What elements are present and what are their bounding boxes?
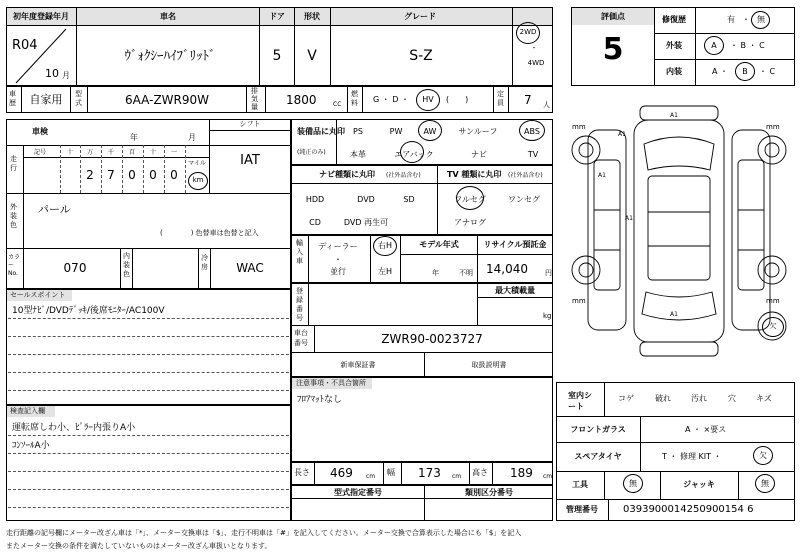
interior-value: B xyxy=(742,67,748,76)
selling-label: セールスポイント xyxy=(10,291,66,299)
interior-label: 内装 xyxy=(666,67,682,76)
damage-mark: A1 xyxy=(670,112,678,119)
import-label: 輸入車 xyxy=(296,239,303,265)
navi-dvd-play: DVD 再生可 xyxy=(343,218,389,227)
reg-era: R04 xyxy=(12,38,38,53)
shift-value: IAT xyxy=(240,153,260,168)
mileage-digit: 0 xyxy=(149,168,157,182)
repair-value: 無 xyxy=(757,15,765,24)
displacement-value: 1800 xyxy=(286,93,317,107)
mileage-digit: 2 xyxy=(86,168,94,182)
manual-label: 取扱説明書 xyxy=(471,361,507,369)
width-label: 幅 xyxy=(387,468,395,477)
km-unit: km xyxy=(192,176,204,184)
car-name-label: 車名 xyxy=(160,12,176,21)
navi-title: ナビ種類に丸印 xyxy=(319,170,375,179)
equip-airbag: エアバック xyxy=(394,150,434,159)
tools-value: 無 xyxy=(629,479,637,488)
spare-value: 欠 xyxy=(759,451,767,460)
class-number-label: 類別区分番号 xyxy=(465,488,513,497)
model-label: 型式 xyxy=(75,90,82,107)
ac-value: WAC xyxy=(236,261,264,275)
windshield-label: フロントガラス xyxy=(570,425,626,434)
seat-tear: 破れ xyxy=(655,394,671,403)
recycle-value: 14,040 xyxy=(486,262,528,276)
inspector-line2: ｺﾝｿｰﾙA小 xyxy=(12,441,50,451)
spec-row xyxy=(6,86,553,113)
interior-seat-label: 室内シート xyxy=(568,391,592,411)
footer-note-2: またメーター交換の条件を満たしていないものはメーター改ざん車扱いとなります。 xyxy=(6,542,272,550)
length-value: 469 xyxy=(330,466,353,480)
month-unit: 月 xyxy=(62,71,70,80)
shift-label: シフト xyxy=(239,120,261,128)
color-value: パール xyxy=(38,203,71,216)
management-label: 管理番号 xyxy=(566,505,598,514)
color-note: ( ) 色替車は色替と記入 xyxy=(160,229,259,237)
model-year-unknown: 不明 xyxy=(459,269,473,277)
use-label: 車歴 xyxy=(9,90,16,107)
capacity-label: 定員 xyxy=(497,90,504,107)
car-name: ｳﾞｫｸｼｰﾊｲﾌﾞﾘｯﾄﾞ xyxy=(124,49,216,64)
reg-year-label: 初年度登録年月 xyxy=(13,12,69,21)
equip-sunroof: サンルーフ xyxy=(458,127,498,136)
seat-burn: コゲ xyxy=(618,394,634,403)
max-load-label: 最大積載量 xyxy=(495,286,535,295)
shape-label: 形状 xyxy=(304,12,320,21)
equip-aw: AW xyxy=(423,127,437,136)
windshield-value: A ・ ×要ス xyxy=(685,425,727,434)
type-class-block xyxy=(291,485,553,521)
notes-text: ﾌﾛｱﾏｯﾄなし xyxy=(297,395,343,405)
mileage-label: 走行 xyxy=(10,155,17,172)
grade-value: S-Z xyxy=(409,48,433,64)
ac-label: 冷房 xyxy=(201,254,208,271)
reg-month: 10 xyxy=(45,67,59,80)
score-value: 5 xyxy=(602,32,624,67)
left-hand: 左H xyxy=(377,267,393,276)
right-hand: 右H xyxy=(377,241,393,250)
management-number: 0393900014250900154 6 xyxy=(623,504,754,515)
length-label: 長さ xyxy=(294,468,310,477)
equip-pw: PW xyxy=(389,127,403,136)
displacement-label: 排気量 xyxy=(251,87,258,111)
seat-stain: 汚れ xyxy=(691,394,707,403)
selling-text: 10型ﾅﾋﾞ/DVDﾃﾞｯｷ/後席ﾓﾆﾀｰ/AC100V xyxy=(12,306,165,316)
damage-mark: A1 xyxy=(625,215,633,222)
mileage-digit: 7 xyxy=(107,168,115,182)
tv-fullseg: フルセグ xyxy=(454,195,486,204)
spare-tire-label: スペアタイヤ xyxy=(574,452,622,461)
score-label: 評価点 xyxy=(601,12,625,21)
interior-color-label: 内装色 xyxy=(123,252,130,278)
tv-analog: アナログ xyxy=(454,218,486,227)
car-diagram xyxy=(560,100,796,380)
chassis-label: 車台番号 xyxy=(294,329,308,347)
exterior-value: A xyxy=(711,41,717,50)
footer-note-1: 走行距離の記号欄にメーター改ざん車は「*」、メーター交換車は「$」、走行不明車は「#」を記入してください。メーター交換で合算表示した場合にも「$」を記入 xyxy=(6,529,522,537)
equip-abs: ABS xyxy=(524,127,540,136)
fuel-label: 燃料 xyxy=(351,90,358,107)
chassis-number: ZWR90-0023727 xyxy=(381,332,483,346)
color-code-label: カラーNo. xyxy=(8,254,21,277)
tv-oneseg: ワンセグ xyxy=(508,195,540,204)
grade-label: グレード xyxy=(404,12,436,21)
navi-sd: SD xyxy=(403,195,415,204)
type-number-label: 型式指定番号 xyxy=(334,488,382,497)
width-value: 173 xyxy=(418,466,441,480)
mileage-digit: 0 xyxy=(170,168,178,182)
damage-mark: A1 xyxy=(670,311,678,318)
warranty-label: 新車保証書 xyxy=(340,361,376,369)
drive-4wd: 4WD xyxy=(527,59,545,67)
model-year-label: モデル年式 xyxy=(419,240,459,249)
registration-label: 登録番号 xyxy=(296,287,303,322)
navi-cd: CD xyxy=(309,218,321,227)
fuel-options: G ・ D ・ xyxy=(373,95,409,104)
jack-label: ジャッキ xyxy=(683,480,715,489)
height-value: 189 xyxy=(510,466,533,480)
model-value: 6AA-ZWR90W xyxy=(124,93,210,107)
shape-value: V xyxy=(307,48,317,64)
notes-block xyxy=(291,377,553,462)
use-value: 自家用 xyxy=(29,93,63,106)
seat-scratch: キズ xyxy=(756,394,772,403)
height-label: 高さ xyxy=(472,468,488,477)
repair-label: 修復歴 xyxy=(662,15,686,24)
inspector-line1: 運転席しわ小、ﾋﾟﾗｰ内張りA小 xyxy=(12,423,136,433)
color-code: 070 xyxy=(63,261,87,275)
navi-dvd: DVD xyxy=(357,195,375,204)
equip-ps: PS xyxy=(353,127,363,136)
tv-title: TV 種類に丸印 xyxy=(447,170,502,179)
recycle-label: リサイクル預託金 xyxy=(483,240,547,249)
equip-tv: TV xyxy=(527,150,539,159)
damage-mark: A1 xyxy=(598,172,606,179)
import-parallel: 並行 xyxy=(330,267,346,276)
fuel-selected: HV xyxy=(422,95,434,104)
capacity-value: 7 xyxy=(524,93,532,107)
equipment-label: 装備品に丸印 xyxy=(297,127,345,136)
notes-label: 注意事項・不具合箇所 xyxy=(296,379,366,387)
exterior-label: 外装 xyxy=(666,41,682,50)
navi-hdd: HDD xyxy=(305,195,325,204)
door-count: 5 xyxy=(272,48,282,64)
mileage-digit: 0 xyxy=(128,168,136,182)
equip-navi: ナビ xyxy=(471,150,487,159)
defect-mark: 欠 xyxy=(769,322,777,330)
door-label: ドア xyxy=(269,12,285,21)
tools-label: 工具 xyxy=(572,480,588,489)
equip-leather: 本革 xyxy=(350,150,366,159)
seat-hole: 穴 xyxy=(728,394,736,403)
inspection-label: 車検 xyxy=(32,127,48,136)
drive-2wd: 2WD xyxy=(519,28,537,36)
import-dealer: ディーラー xyxy=(318,242,358,251)
inspector-label: 検査記入欄 xyxy=(10,407,45,415)
color-label: 外装色 xyxy=(10,203,17,229)
damage-mark: A1 xyxy=(618,131,626,138)
jack-value: 無 xyxy=(761,479,769,488)
